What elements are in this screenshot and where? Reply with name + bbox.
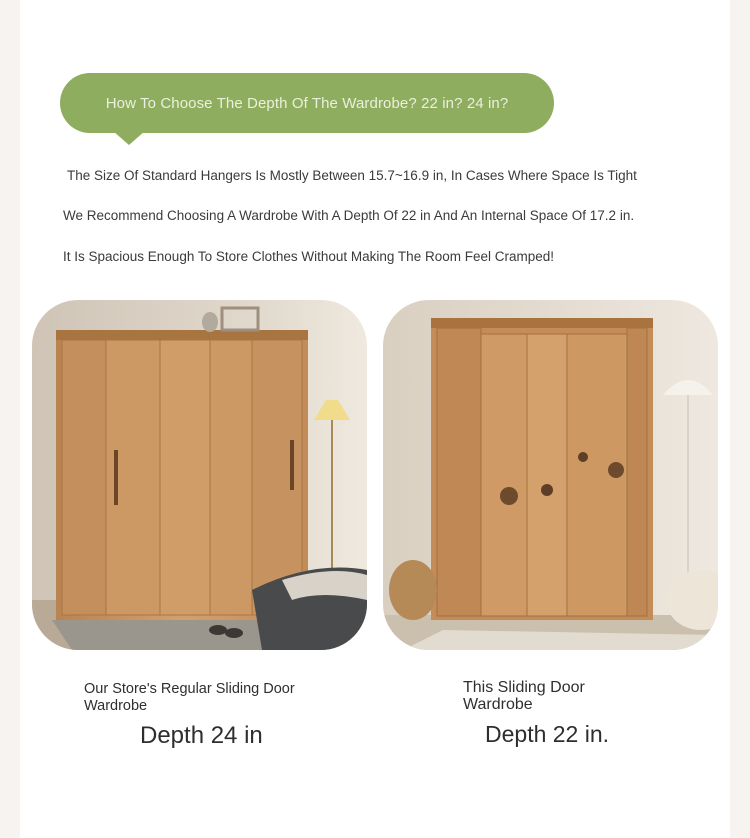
product-2-name: This Sliding Door Wardrobe bbox=[463, 679, 585, 713]
description-line-2: We Recommend Choosing A Wardrobe With A Depth Of 22 in And An Internal Space Of 17.2 in. bbox=[63, 208, 635, 223]
product-1-depth: Depth 24 in bbox=[140, 722, 263, 749]
description-line-3: It Is Spacious Enough To Store Clothes Without Making The Room Feel Cramped! bbox=[63, 249, 554, 264]
description-line-1: The Size Of Standard Hangers Is Mostly Between 15.7~16.9 in, In Cases Where Space Is Tight bbox=[67, 168, 637, 183]
product-1-name: Our Store's Regular Sliding Door Wardrobe bbox=[84, 681, 295, 714]
wardrobe-22in-photo bbox=[383, 300, 718, 650]
bubble-tail bbox=[113, 131, 145, 145]
question-text: How To Choose The Depth Of The Wardrobe? 22 in? 24 in? bbox=[105, 94, 509, 112]
wardrobe-24in-photo bbox=[32, 300, 367, 650]
product-2-depth: Depth 22 in. bbox=[485, 721, 610, 747]
question-bubble bbox=[60, 73, 554, 133]
